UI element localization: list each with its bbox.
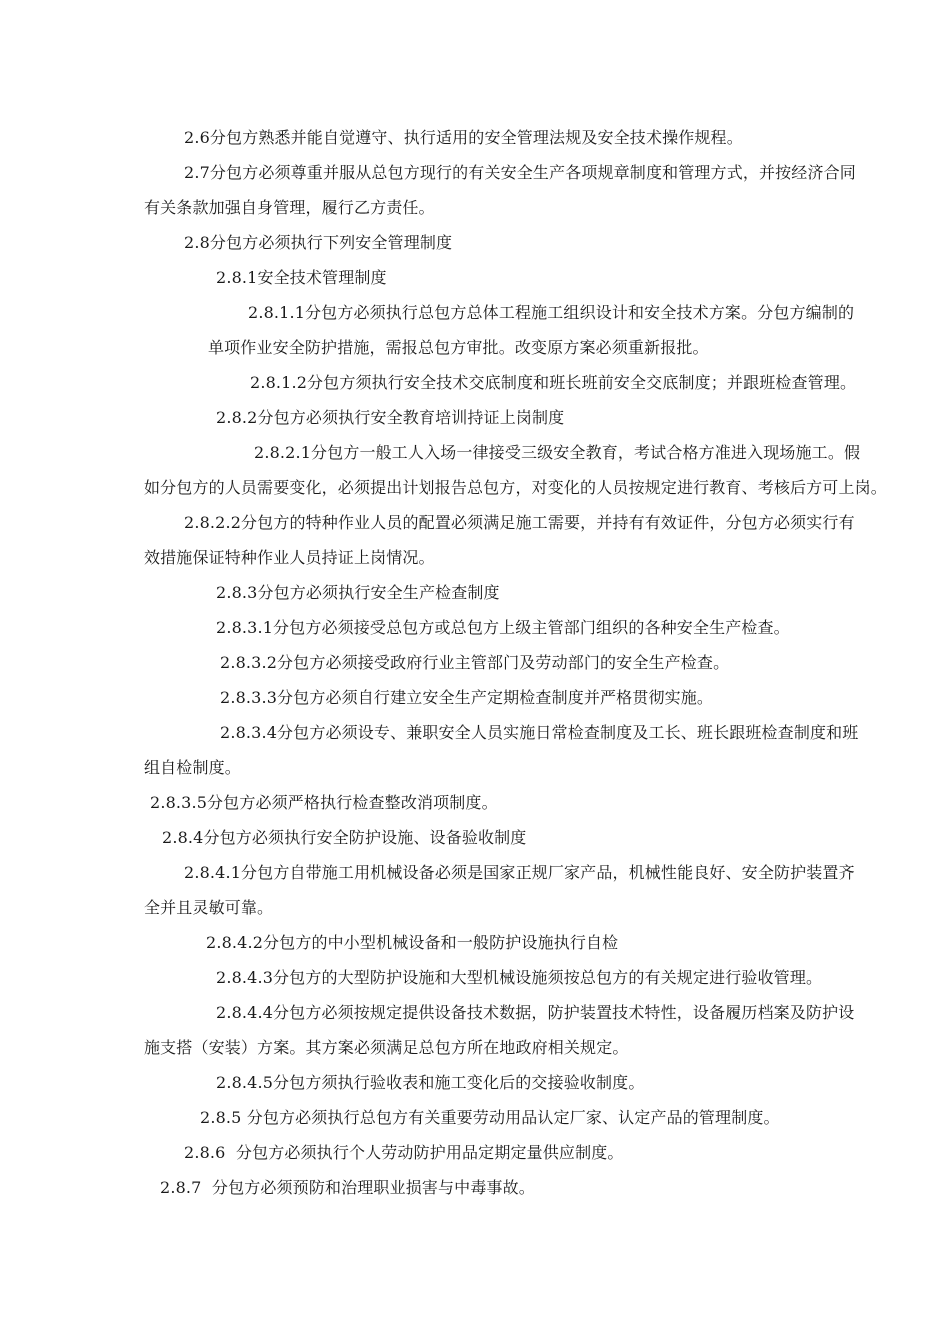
paragraph-2-8-4-2: 2.8.4.2分包方的中小型机械设备和一般防护设施执行自检 <box>206 933 619 952</box>
paragraph-2-8-3-4: 2.8.3.4分包方必须设专、兼职安全人员实施日常检查制度及工长、班长跟班检查制度和班 <box>220 723 859 742</box>
heading-2-8: 2.8分包方必须执行下列安全管理制度 <box>184 233 453 252</box>
paragraph-2-8-3-3: 2.8.3.3分包方必须自行建立安全生产定期检查制度并严格贯彻实施。 <box>220 688 714 707</box>
paragraph-2-8-1-1-cont: 单项作业安全防护措施，需报总包方审批。改变原方案必须重新报批。 <box>208 338 709 357</box>
paragraph-2-6: 2.6分包方熟悉并能自觉遵守、执行适用的安全管理法规及安全技术操作规程。 <box>184 128 743 147</box>
paragraph-2-8-4-4: 2.8.4.4分包方必须按规定提供设备技术数据，防护装置技术特性，设备履历档案及防护设 <box>216 1003 855 1022</box>
paragraph-2-8-3-1: 2.8.3.1分包方必须接受总包方或总包方上级主管部门组织的各种安全生产检查。 <box>216 618 790 637</box>
paragraph-2-8-2-2: 2.8.2.2分包方的特种作业人员的配置必须满足施工需要，并持有有效证件，分包方必须实行有 <box>184 513 855 532</box>
paragraph-2-8-2-2-cont: 效措施保证特种作业人员持证上岗情况。 <box>144 548 435 567</box>
paragraph-2-8-1-2: 2.8.1.2分包方须执行安全技术交底制度和班长班前安全交底制度；并跟班检查管理。 <box>250 373 857 392</box>
paragraph-2-8-5: 2.8.5 分包方必须执行总包方有关重要劳动用品认定厂家、认定产品的管理制度。 <box>200 1108 780 1127</box>
paragraph-2-8-2-1-cont: 如分包方的人员需要变化，必须提出计划报告总包方，对变化的人员按规定进行教育、考核后方可上岗。 <box>144 478 887 497</box>
heading-2-8-1: 2.8.1安全技术管理制度 <box>216 268 387 287</box>
paragraph-2-7: 2.7分包方必须尊重并服从总包方现行的有关安全生产各项规章制度和管理方式，并按经济合同 <box>184 163 856 182</box>
paragraph-2-8-4-3: 2.8.4.3分包方的大型防护设施和大型机械设施须按总包方的有关规定进行验收管理。 <box>216 968 823 987</box>
paragraph-2-8-3-4-cont: 组自检制度。 <box>144 758 241 777</box>
paragraph-2-8-3-2: 2.8.3.2分包方必须接受政府行业主管部门及劳动部门的安全生产检查。 <box>220 653 730 672</box>
paragraph-2-8-4-1-cont: 全并且灵敏可靠。 <box>144 898 274 917</box>
heading-2-8-4: 2.8.4分包方必须执行安全防护设施、设备验收制度 <box>162 828 527 847</box>
paragraph-2-8-1-1: 2.8.1.1分包方必须执行总包方总体工程施工组织设计和安全技术方案。分包方编制的 <box>248 303 855 322</box>
paragraph-2-8-7: 2.8.7 分包方必须预防和治理职业损害与中毒事故。 <box>160 1178 535 1197</box>
heading-2-8-2: 2.8.2分包方必须执行安全教育培训持证上岗制度 <box>216 408 565 427</box>
paragraph-2-8-2-1: 2.8.2.1分包方一般工人入场一律接受三级安全教育，考试合格方准进入现场施工。假 <box>254 443 861 462</box>
paragraph-2-7-cont: 有关条款加强自身管理，履行乙方责任。 <box>144 198 435 217</box>
paragraph-2-8-6: 2.8.6 分包方必须执行个人劳动防护用品定期定量供应制度。 <box>184 1143 624 1162</box>
paragraph-2-8-4-4-cont: 施支搭（安装）方案。其方案必须满足总包方所在地政府相关规定。 <box>144 1038 629 1057</box>
paragraph-2-8-4-1: 2.8.4.1分包方自带施工用机械设备必须是国家正规厂家产品，机械性能良好、安全防护装置齐 <box>184 863 855 882</box>
heading-2-8-3: 2.8.3分包方必须执行安全生产检查制度 <box>216 583 500 602</box>
paragraph-2-8-4-5: 2.8.4.5分包方须执行验收表和施工变化后的交接验收制度。 <box>216 1073 645 1092</box>
paragraph-2-8-3-5: 2.8.3.5分包方必须严格执行检查整改消项制度。 <box>150 793 498 812</box>
